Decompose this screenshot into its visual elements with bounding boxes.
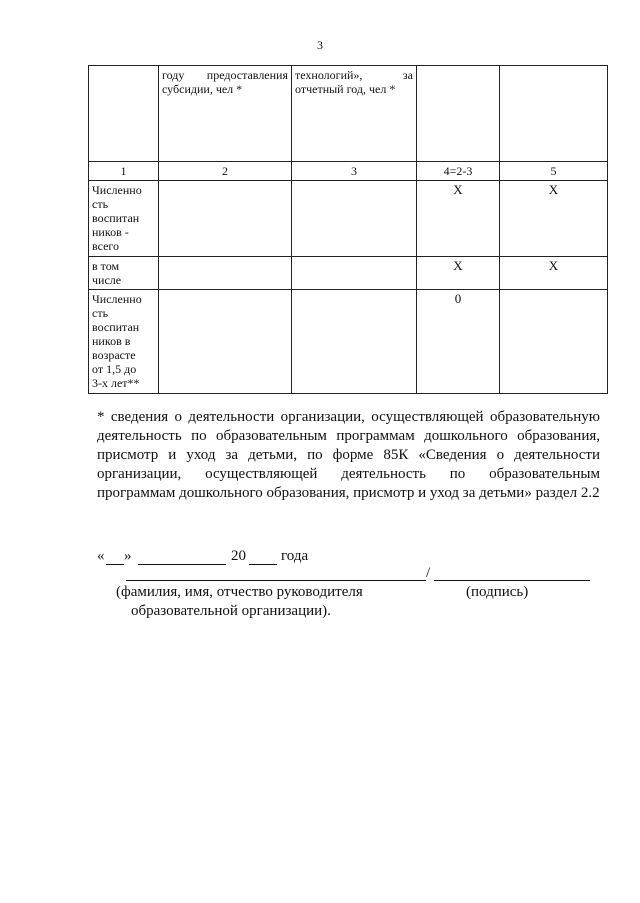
header-cell-3: технологий», за отчетный год, чел * [292, 66, 417, 162]
row-label: в том числе [89, 257, 159, 290]
header-cell-1 [89, 66, 159, 162]
header-cell-4 [417, 66, 500, 162]
row-cell: X [500, 257, 608, 290]
column-number-2: 2 [159, 162, 292, 181]
head-caption-line1: (фамилия, имя, отчество руководителя [116, 584, 363, 600]
date-day-blank [106, 564, 124, 565]
header-cell-5 [500, 66, 608, 162]
date-month-blank [138, 564, 226, 565]
page-number: 3 [317, 38, 323, 52]
date-close-quote: » [124, 548, 132, 564]
column-number-1: 1 [89, 162, 159, 181]
table-header-row [89, 66, 608, 162]
date-year-suffix: года [281, 548, 309, 564]
row-cell [292, 181, 417, 257]
row-cell: X [417, 257, 500, 290]
date-open-quote: « [97, 548, 105, 564]
column-number-row [89, 162, 608, 181]
row-cell: X [417, 181, 500, 257]
table-row [89, 257, 608, 290]
row-cell: 0 [417, 290, 500, 394]
head-name-blank [126, 580, 426, 581]
footnote-text: * сведения о деятельности организации, осуществляющей образовательную деятельность по образовательным программам дошкольного образования, присмотр и уход за детьми, по форме 85К «Сведения о деятельности организации, осуществляющей деятельность по образовательным программам дошкольного образования, присмотр и уход за детьми» раздел 2.2 [97, 409, 600, 501]
date-year-blank [249, 564, 277, 565]
row-cell [500, 290, 608, 394]
date-year-prefix: 20 [231, 548, 246, 564]
table-row [89, 181, 608, 257]
signature-separator: / [426, 565, 431, 581]
signature-caption: (подпись) [466, 584, 529, 600]
row-cell [292, 290, 417, 394]
table-row [89, 290, 608, 394]
head-caption-line2: образовательной организации). [131, 603, 331, 619]
row-cell [159, 290, 292, 394]
column-number-4: 4=2-3 [417, 162, 500, 181]
row-label: Численно сть воспитан ников - всего [89, 181, 159, 257]
column-number-5: 5 [500, 162, 608, 181]
row-cell [292, 257, 417, 290]
row-cell [159, 257, 292, 290]
row-cell: X [500, 181, 608, 257]
row-cell [159, 181, 292, 257]
row-label: Численно сть воспитан ников в возрасте от 1,5 до 3-х лет** [89, 290, 159, 394]
signature-blank [434, 580, 590, 581]
header-cell-2: году предоставления субсидии, чел * [159, 66, 292, 162]
column-number-3: 3 [292, 162, 417, 181]
subsidy-report-table [88, 65, 608, 394]
